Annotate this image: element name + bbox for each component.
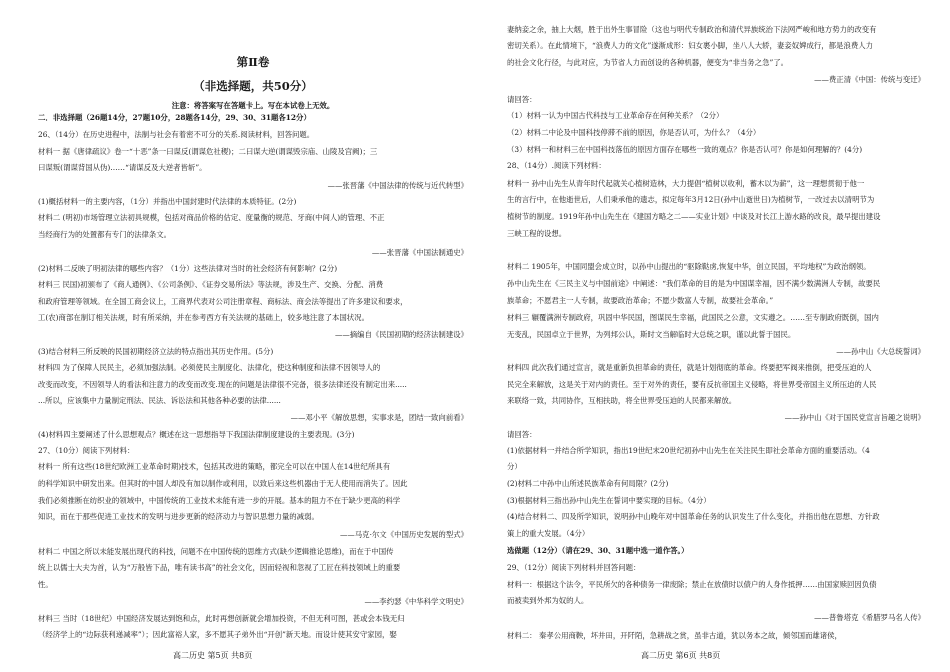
left-text-line: （经济学上的“边际获利递减率”）；因此富裕人家，多不愿其子弟外出“开创”新天地。而设计使其安守家园，娶 <box>38 630 397 639</box>
right-text-line: 材料一 孙中山先生从青年时代起就关心植树造林，大力提倡“植树以收利，蓄木以为薪”，这一理想贯彻于他一 <box>507 179 865 188</box>
left-text-line: (1)概括材料一的主要内容，（1分）并指出中国封建时代法律的本质特征。(2分) <box>38 197 297 206</box>
right-text-line: 材料四 此次我们通过宣言，就是重新负担革命的责任，就是计划彻底的革命。终要把军阀来推倒，把受压迫的人 <box>507 363 872 372</box>
left-text-line: 知识，而在于那些促进工业技术的发明与进步更新的经济动力与智识思想力量的减弱。 <box>38 512 319 521</box>
right-text-line: (2)材料二中孙中山所述民族革命有何局限？(2分) <box>507 479 669 488</box>
left-text-line: (4)材料四主要阐述了什么思想观点？概述在这一思想指导下我国法律制度建设的主要表现。(3分) <box>38 430 355 439</box>
right-text-line: 材料三 辗覆满洲专制政府，巩固中华民国，图谋民生幸福，此国民之公意，文实遵之。……至专制政府既倒，国内 <box>507 313 879 322</box>
left-text-line: ——张晋藩《中国法律的传统与近代转型》 <box>327 181 468 190</box>
right-text-line: 密切关系）。在此情境下，“浪费人力的文化”遂渐成形：妇女裹小脚，坐八人大轿，妻妾奴婢成行，都是浪费人力 <box>507 41 874 50</box>
right-text-line: (1)依据材料一并结合所学知识，指出19世纪末20世纪初孙中山先生在关注民生即社会革命方面的重要活动。（4 <box>507 446 870 455</box>
left-text-line: 27、（10分）阅读下列材料： <box>38 446 135 455</box>
right-text-line: 29、（12分）阅读下列材料并回答问题： <box>507 563 641 572</box>
left-text-line: 性。 <box>38 580 53 589</box>
right-text-line: (4)结合材料二、四及所学知识，说明孙中山晚年对中国革命任务的认识发生了什么变化，并指出他在思想、方针政 <box>507 512 880 521</box>
left-text-line: ...所以，应该集中力量制定刑法、民法、诉讼法和其他各种必要的法律...... <box>38 396 281 405</box>
right-text-line: 请回答： <box>507 430 537 439</box>
left-text-line: 的科学知识中研发出来。但其时的中国人却没有加以制作或利用，以致后来这些机器由于无人使用而消失了。因此 <box>38 479 408 488</box>
right-text-line: 三峡工程的设想。 <box>507 229 567 238</box>
right-text-line: 无变乱，民国卓立于世界，为列邦公认，斯时文当解临时大总统之职，谨以此誓于国民。 <box>507 330 796 339</box>
right-text-line: 植树节的制度。1919年孙中山先生在《建国方略之二——实业计划》中谈及对长江上游水路的改良，最早提出建设 <box>507 212 881 221</box>
right-text-line: （2）材料二中论及中国科技停滞不前的原因，你是否认可，为什么？（4分） <box>507 128 761 137</box>
right-page-column <box>507 0 925 672</box>
left-text-line: ——马克·尔文《中国历史发展的型式》 <box>340 530 468 539</box>
right-text-line: （1）材料一认为中国古代科技与工业革命存在何种关系？（2分） <box>507 111 724 120</box>
right-text-line: 的社会文化行径，与此对应，为节省人力而创设的各种机器，便变为“非当务之急”了。 <box>507 58 789 67</box>
right-text-line: ——费正清《中国：传统与变迁》 <box>814 75 925 84</box>
left-text-line: （非选择题，共50分） <box>193 79 313 93</box>
right-text-line: 分） <box>507 462 522 471</box>
left-text-line: ——摘编自《民国初期的经济法制建设》 <box>334 330 468 339</box>
left-text-line: 改变而改变，不因领导人的看法和注意力的改变而改变.现在的问题是法律很不完备，很多法律还没有制定出来..... <box>38 380 407 389</box>
right-text-line: 材料二 1905年，中国同盟会成立时，以孙中山提出的“驱除鞑虏,恢复中华，创立民国，平均地权”为政治纲领。 <box>507 262 871 271</box>
left-text-line: 曰谋叛(谓谋背国从伪)……“请谋反及大逆者皆斩”。 <box>38 163 207 172</box>
right-text-line: （3）材料一和材料三在中国科技落伍的原因方面存在哪些一致的观点？你是否认可？你是如何理解的？(4分) <box>507 145 863 154</box>
left-text-line: ——张晋藩《中国法制通史》 <box>371 248 468 257</box>
right-text-line: 28、（14分）.阅读下列材料： <box>507 161 606 170</box>
left-text-line: 第Ⅱ卷 <box>236 55 270 69</box>
left-text-line: 材料四 为了保障人民民主，必须加强法制。必须使民主制度化、法律化，使这种制度和法律不因领导人的 <box>38 363 381 372</box>
left-text-line: 材料二 (明初)市场管理立法初具规模，包括对商品价格的估定、度量衡的规范、牙商(中间人)的管理、不正 <box>38 213 385 222</box>
left-text-line: 工(农)商部在制订相关法规，时有所采纳，并在参考西方有关法规的基础上，较多地注意了本国状况。 <box>38 313 369 322</box>
right-text-line: 策上的重大发展。（4分） <box>507 529 590 538</box>
right-text-line: 民完全来解放，这是关于对内的责任。至于对外的责任，要有反抗帝国主义侵略，将世界受帝国主义所压迫的人民 <box>507 380 877 389</box>
left-text-line: 当经商行为的处置都有专门的法律条文。 <box>38 230 172 239</box>
left-text-line: 统上以儒士大夫为首，认为“万般皆下品，唯有读书高”的社会文化，因而轻视和忽视了工匠在科技领域上的重要 <box>38 563 401 572</box>
left-text-line: 材料三 民国)初颁布了《商人通例》、《公司条例》、《证券交易所法》等法规，涉及生产、交换、分配、消费 <box>38 280 384 289</box>
right-text-line: 材料二： 秦孝公用商鞅，坏井田，开阡陌，急耕战之赏，虽非古道，犹以务本之故，倾邻国而雄诸侯， <box>507 631 842 640</box>
left-text-line: 材料三 当时（18世纪）中国经济发展达到饱和点，此时再想创新就会增加投资，不但无利可图，甚或会本钱无归 <box>38 614 405 623</box>
left-page-footer: 高二历史 第5页 共8页 <box>173 651 253 660</box>
left-text-line: 二．非选择题（26题14分，27题10分，28题各14分，29、30、31题各12分） <box>38 113 311 122</box>
right-text-line: 选做题（12分）（请在29、30、31题中选一道作答。） <box>507 546 689 555</box>
left-text-line: 材料一 所有这些(18世纪欧洲工业革命时期)技术，包括其改进的策略，都完全可以在中国人在14世纪所具有 <box>38 462 391 471</box>
right-text-line: ——孙中山《大总统誓词》 <box>836 347 925 356</box>
left-text-line: 我们必须推断在纺织业的领域中，中国传统的工业技术未能有进一步的开展。基本的阻力不在于缺少更高的科学 <box>38 496 401 505</box>
right-text-line: (3)根据材料三指出孙中山先生在誓词中要实现的目标。（4分） <box>507 496 711 505</box>
left-text-line: 和政府管理等领域。在全国工商会议上，工商界代表对公司注册章程、商标法、商会法等提出了许多建议和要求， <box>38 297 408 306</box>
right-page-footer: 高二历史 第6页 共8页 <box>641 651 721 660</box>
right-text-line: 生的言行中，在他逝世后，人们秉承他的遗志，拟定每年3月12日(孙中山逝世日)为植树节，一改过去以清明节为 <box>507 195 875 204</box>
left-text-line: 材料二 中国之所以未能发展出现代的科技，问题不在中国传统的思维方式(缺少逻辑推论思维)，而在于中国传 <box>38 547 394 556</box>
right-text-line: 孙中山先生在《三民主义与中国前途》中阐述：“我们革命的目的是为中国谋幸福，因不满少数满洲人专制，故要民 <box>507 279 881 288</box>
left-text-line: ——李约瑟《中华科学文明史》 <box>364 597 468 606</box>
left-text-line: 26、（14分）在历史进程中，法制与社会有着密不可分的关系.阅读材料，回答问题。 <box>38 130 315 139</box>
left-page-column <box>38 0 468 672</box>
left-text-line: (2)材料二反映了明初法律的哪些内容？（1分）这些法律对当时的社会经济有何影响？(2分) <box>38 264 338 273</box>
right-text-line: 而被卖到外邦为奴的人。 <box>507 596 589 605</box>
right-text-line: 请回答： <box>507 95 537 104</box>
right-text-line: 妻纳妾之余，抽上大烟，胜于出外生事冒险（这也与明代专制政治和清代异族统治下法网严峻和地方势力的改变有 <box>507 25 877 34</box>
left-text-line: (3)结合材料三所反映的民国初期经济立法的特点指出其历史作用。(5分) <box>38 347 274 356</box>
left-text-line: 注意：将答案写在答题卡上。写在本试卷上无效。 <box>171 101 335 110</box>
left-text-line: 材料一 据《唐律疏议》卷一“十恶”条一曰谋反(谓谋危社稷)；二曰谋大逆(谓谋毁宗庙、山陵及宫阙)；三 <box>38 147 378 156</box>
left-text-line: ——邓小平《解放思想，实事求是，团结一致向前看》 <box>290 413 468 422</box>
right-text-line: ——孙中山《对于国民党宣言旨趣之说明》 <box>784 413 925 422</box>
right-text-line: 来联络一致，共同协作，互相扶助，将全世界受压迫的人民都来解放。 <box>507 396 737 405</box>
right-text-line: 族革命；不愿君主一人专制，故要政治革命；不愿少数富人专制，故要社会革命。” <box>507 296 774 305</box>
right-text-line: 材料一：根据这个法令，平民所欠的各种债务一律废除；禁止在放债时以债户的人身作抵押……由国家赎回因负债 <box>507 580 877 589</box>
right-text-line: ——普鲁塔克《希腊罗马名人传》 <box>814 613 925 622</box>
